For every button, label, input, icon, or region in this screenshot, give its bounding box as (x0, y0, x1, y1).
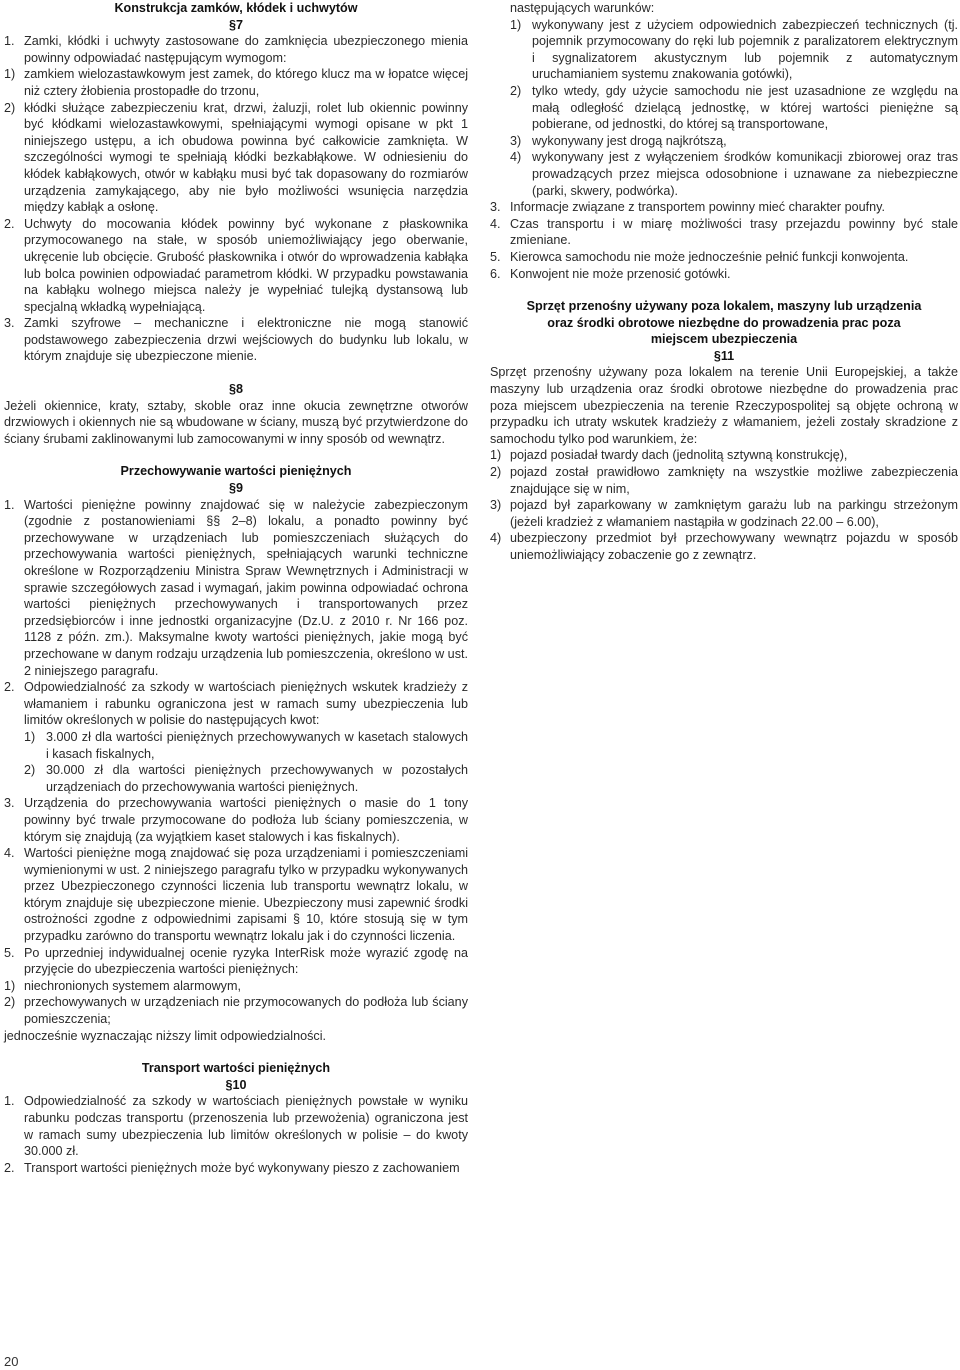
clause-10-5: 5. Kierowca samochodu nie może jednocześnie pełnić funkcji konwojenta. (490, 249, 909, 264)
right-column (490, 0, 958, 564)
section-title-cash-storage: Przechowywanie wartości pieniężnych (120, 464, 352, 479)
clause-9-5: 5. Po uprzedniej indywidualnej ocenie ryzyka InterRisk może wyrazić zgodę na przyjęcie do ubezpieczenia wartości pieniężnych: (4, 945, 468, 977)
clause-10-4: 4. Czas transportu i w miarę możliwości trasy przejazdu powinny być stale zmieniane. (490, 216, 958, 248)
paragraph-11-heading: §11 (713, 348, 735, 363)
clause-9-2-2: 2) 30.000 zł dla wartości pieniężnych przechowywanych w pozostałych urządzeniach do przechowywania wartości pieniężnych. (24, 763, 468, 794)
clause-9-4: 4. Wartości pieniężne mogą znajdować się poza urządzeniami i pomieszczeniami wymienionymi w ust. 2 niniejszego paragrafu tylko w przypadku wykonywanych przez Ubezpieczonego czynności liczenia lub transportu wewnątrz lokalu, w którym znajduje się ubezpieczone mienie. Ubezpieczony musi zapewnić środki ostrożności zgodne z odpowiednimi zapisami § 10, które stosują się w tym przypadku zarówno do transportu wewnątrz lokalu jak i do czynności liczenia. (4, 846, 468, 944)
clause-11-3: 3) pojazd był zaparkowany w zamkniętym garażu lub na parkingu strzeżonym (jeżeli kradzież z włamaniem nastąpiła w godzinach 22.00 – 6.00), (490, 498, 958, 529)
clause-7-3: 3. Zamki szyfrowe – mechaniczne i elektroniczne nie mogą stanowić podstawowego zabezpieczenia drzwi wejściowych do budynku lub lokalu, w którym znajduje się ubezpieczone mienie. (4, 316, 468, 364)
section-title-portable-equipment: Sprzęt przenośny używany poza lokalem, maszyny lub urządzenia oraz środki obrotowe niezbędne do prowadzenia prac poza miejscem ubezpieczenia (526, 299, 922, 347)
clause-9-2-1: 1) 3.000 zł dla wartości pieniężnych przechowywanych w kasetach stalowych i kasach fiskalnych, (24, 729, 468, 761)
clause-9-5-1: 1) niechronionych systemem alarmowym, (4, 978, 241, 993)
clause-10-2-3: 3) wykonywany jest drogą najkrótszą, (510, 133, 727, 148)
clause-10-2-continued: następujących warunków: (510, 1, 655, 15)
section-title-locks: Konstrukcja zamków, kłódek i uchwytów (114, 1, 358, 15)
clause-10-2-2: 2) tylko wtedy, gdy użycie samochodu nie jest uzasadnione ze względu na małą odległość dzielącą jednostkę, w której wartości pieniężne są pobierane, od jednostki, do której są transportowane, (510, 83, 958, 132)
clause-11-2: 2) pojazd został prawidłowo zamknięty na wszystkie możliwe zabezpieczenia znajdujące się w nim, (490, 465, 958, 496)
clause-10-2-1: 1) wykonywany jest z użyciem odpowiednich zabezpieczeń technicznych (tj. pojemnik przymocowany do ręki lub pojemnik z paralizatorem elektrycznym i sygnalizatorem akustycznym lub pojemnik z automatycznym uruchamianiem systemu znakowania gotówki), (510, 17, 958, 82)
clause-10-3: 3. Informacje związane z transportem powinny mieć charakter poufny. (490, 200, 885, 215)
paragraph-10-heading: §10 (225, 1077, 247, 1092)
clause-11-4: 4) ubezpieczony przedmiot był przechowywany wewnątrz pojazdu w sposób uniemożliwiający zobaczenie go z zewnątrz. (490, 531, 958, 562)
clause-10-2: 2. Transport wartości pieniężnych może być wykonywany pieszo z zachowaniem (4, 1160, 460, 1175)
clause-11-1: 1) pojazd posiadał twardy dach (jednolitą sztywną konstrukcję), (490, 448, 848, 463)
clause-9-3: 3. Urządzenia do przechowywania wartości pieniężnych o masie do 1 tony powinny być trwale przymocowane do podłoża lub ściany pomieszczenia, w którym się znajdują (za wyjątkiem kaset stalowych i kas fiskalnych). (4, 796, 468, 844)
paragraph-8-heading: §8 (228, 382, 243, 397)
clause-10-6: 6. Konwojent nie może przenosić gotówki. (490, 266, 731, 281)
clause-9-1: 1. Wartości pieniężne powinny znajdować się w należycie zabezpieczonym (zgodnie z postanowieniami §§ 2–8) lokalu, a ponadto powinny być przechowywane w urządzeniach lub pomieszczeniach służących do przechowywania wartości pieniężnych, spełniających warunki techniczne określone w Rozporządzeniu Ministra Spraw Wewnętrznych i Administracji w sprawie szczegółowych zasad i wymagań, jakim powinna odpowiadać ochrona wartości pieniężnych przechowywanych i transportowanych przez przedsiębiorców i inne jednostki organizacyjne (Dz.U. z 2010 r. Nr 166 poz. 1128 z późn. zm.). Maksymalne kwoty wartości pieniężnych, jakie mogą być przechowane w danym rodzaju urządzenia lub pomieszczenia, określono w ust. 2 niniejszego paragrafu. (4, 497, 468, 678)
clause-9-5-2: 2) przechowywanych w urządzeniach nie przymocowanych do podłoża lub ściany pomieszczenia; (4, 995, 468, 1027)
section-title-cash-transport: Transport wartości pieniężnych (141, 1061, 331, 1076)
paragraph-8-text: Jeżeli okiennice, kraty, sztaby, skoble oraz inne okucia zewnętrzne otworów drzwiowych i okiennych nie są wbudowane w ściany, muszą być przytwierdzone do ściany śrubami zaklinowanymi lub zamocowanymi w inny sposób od wewnątrz. (4, 398, 468, 446)
paragraph-11-text: Sprzęt przenośny używany poza lokalem na terenie Unii Europejskiej, a także maszyny lub urządzenia oraz środki obrotowe niezbędne do prowadzenia prac poza miejscem ubezpieczenia na terenie Rzeczypospolitej są objęte ochroną w przypadku ich utraty wskutek kradzieży z włamaniem, jeżeli zostały skradzione z samochodu tylko pod warunkiem, że: (490, 365, 958, 446)
clause-9-5-tail: jednocześnie wyznaczając niższy limit odpowiedzialności. (4, 1028, 326, 1043)
clause-7-2: 2. Uchwyty do mocowania kłódek powinny być wykonane z płaskownika przymocowanego na stałe, w sposób uniemożliwiający jego oberwanie, ukręcenie lub obcięcie. Grubość płaskownika i otwór do wprowadzenia kabłąka lub bolca powinien odpowiadać parametrom kłódki. W przypadku powstawania na kabłąku wolnego miejsca należy je wypełniać tulejką dystansową lub specjalną wkładką wypełniającą. (4, 216, 468, 314)
paragraph-9-heading: §9 (228, 481, 243, 496)
clause-9-2: 2. Odpowiedzialność za szkody w wartościach pieniężnych wskutek kradzieży z włamaniem i rabunku ograniczona jest w ramach sumy ubezpieczenia lub limitów określonych w polisie do następujących kwot: (4, 680, 468, 728)
clause-7-1: 1. Zamki, kłódki i uchwyty zastosowane do zamknięcia ubezpieczonego mienia powinny odpowiadać następującym wymogom: (4, 34, 468, 65)
paragraph-7-heading: §7 (228, 17, 243, 32)
clause-10-2-4: 4) wykonywany jest z wyłączeniem środków komunikacji zbiorowej oraz tras prowadzących przez miejsca odosobnione i uznawane za niebezpieczne (parki, skwery, podwórka). (510, 150, 958, 198)
clause-7-1-2: 2) kłódki służące zabezpieczeniu krat, drzwi, żaluzji, rolet lub okiennic powinny być kłódkami wielozastawkowymi, spełniającymi wymogi opisane w pkt 1 niniejszego ustępu, a ich obudowa powinna być całkowicie zamknięta. W szczególności wymogi te spełniają kłódki bezkabłąkowe. W odniesieniu do kłódek kabłąkowych, otwór w kabłąku musi być tak dopasowany do rozmiarów urządzenia zamykającego, aby nie było możliwości wsunięcia narzędzia między kabłąk a osłonę. (4, 100, 468, 215)
clause-10-1: 1. Odpowiedzialność za szkody w wartościach pieniężnych powstałe w wyniku rabunku podczas transportu (przenoszenia lub przewożenia) ograniczona jest w ramach sumy ubezpieczenia lub limitów określonych w polisie – do kwoty 30.000 zł. (4, 1094, 468, 1159)
page-number: 20 (4, 1354, 19, 1369)
clause-7-1-1: 1) zamkiem wielozastawkowym jest zamek, do którego klucz ma w łopatce więcej niż cztery żłobienia prostopadłe do trzonu, (4, 67, 468, 98)
left-column (4, 0, 468, 1176)
